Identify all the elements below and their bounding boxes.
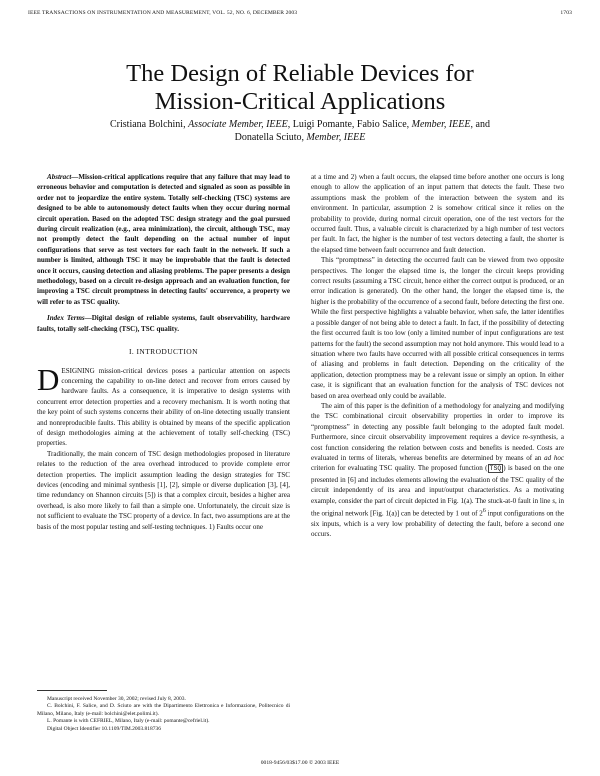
body-text: input configurations on the six inputs, which is a very low probability of detecting the fault, before a second one occurs.	[311, 509, 564, 539]
author-role: Member, IEEE	[306, 131, 366, 143]
function-name: TSQ	[489, 465, 502, 473]
page-footer: 0018-9456/03$17.00 © 2003 IEEE	[260, 760, 340, 766]
left-column	[37, 172, 290, 532]
body-text: , in the original network [Fig. 1(a)] can be detected by 1 out of 2	[311, 496, 564, 518]
running-header	[28, 10, 572, 16]
body-text: ) is based on the one presented in [6] and includes elements allowing the evaluation of the TSC quality of the circuit independently of its area and input/output characteristics. As a motivating example, consider the part of circuit depicted in Fig. 1(a). The stuck-at-0 fault in line	[311, 464, 565, 505]
title-line-1: The Design of Reliable Devices for	[126, 60, 474, 87]
author-name: , Luigi Pomante, Fabio Salice,	[287, 119, 412, 130]
italic-text: ad hoc	[544, 453, 564, 462]
body-text: The aim of this paper is the definition of a methodology for analyzing and modifying the TSC combinational circuit observability properties in order to improve its “promptness” in detecting any possible fault belonging to the adopted fault model. Furthermore, since circuit observability improvement requires a device re-synthesis, a cost function considering the relation between costs and benefits is needed. Costs are evaluated in terms of literals, whereas benefits are determined by means of an	[311, 401, 564, 462]
author-name: Donatella Sciuto,	[234, 131, 307, 143]
footnote-received: Manuscript received November 30, 2002; revised July 8, 2003.	[47, 696, 186, 702]
author-line-1	[60, 119, 540, 132]
page-number: 1703	[560, 10, 572, 16]
author-list	[60, 119, 540, 144]
intro-paragraph-2: Traditionally, the main concern of TSC design methodologies proposed in literature relates to the reduction of the area overhead introduced to provide complete error detection properties. The implicit assumption leading the design strategies for TSC devices (encoding and minimal synthesis [1], [2], simple or diverse duplication [3], [4], time redundancy on Shannon circuits [5]) is that a complex circuit, besides a higher area overhead, is also more likely to fail than a simple one. Unfortunately, the circuit size is not sufficient to evaluate the TSC property of a device. In fact, two assumptions are at the basis of the most popular testing and self-testing techniques. 1) Faults occur one	[37, 449, 290, 531]
body-paragraph-2: This “promptness” in detecting the occurred fault can be viewed from two opposite perspectives. The longer the elapsed time is, the longer the circuit keeps providing correct results (assuming a TSC circuit, hence either the correct output is produced, or an error indication is generated). On the other hand, the longer the elapsed time is, the higher is the probability of the occurrence of a second fault, before detecting the first one. While the first perspective highlights a valuable behavior, when safe, the latter identifies a possible danger of not being able to detect a fault. In fact, if the possibility of detecting the first occurred fault is too low (only a limited number of input configurations are test patterns for the fault) the second assumption may not hold anymore. This would lead to a situation where two faults have occurred with all possible critical consequences in terms of aliasing and problems in fault detection. Depending on the criticality of the application, detection promptness may be a relevant issue or simply an option. In either case, it is significant that an evaluation function for the analysis of TSC devices not based on area overhead only could be available.	[311, 256, 565, 400]
author-role: Member, IEEE	[411, 119, 471, 130]
index-terms	[37, 313, 290, 334]
footnote-doi: Digital Object Identifier 10.1109/TIM.2003.818736	[47, 725, 162, 732]
footnote-affiliation-2: L. Pomante is with CEFRIEL, Milano, Italy (e-mail: pomante@cefriel.it).	[47, 718, 210, 725]
index-terms-text: —Digital design of reliable systems, fault observability, hardware faults, totally self-checking (TSC), TSC quality.	[37, 314, 290, 333]
author-sep: , and	[470, 119, 490, 130]
drop-cap: D	[37, 361, 60, 397]
abstract-label: Abstract	[47, 173, 72, 181]
title-line-2: Mission-Critical Applications	[154, 88, 446, 115]
journal-name: IEEE TRANSACTIONS ON INSTRUMENTATION AND MEASUREMENT, VOL. 52, NO. 6, DECEMBER 2003	[28, 10, 298, 16]
right-column	[311, 172, 564, 540]
index-terms-label: Index Terms	[47, 314, 85, 323]
body-paragraph-3	[311, 401, 564, 540]
footnote-affiliation-1: C. Bolchini, F. Salice, and D. Sciuto are with the Dipartimento Elettronica e Informazione, Politecnico di Milano, Milano, Italy (e-mail: bolchini@elet.polimi.it).	[37, 703, 290, 717]
intro-text-1: ESIGNING mission-critical devices poses a particular attention on aspects concerning the capability to on-line detect and recover from errors caused by hardware faults. As a consequence, it is imperative to design systems with concurrent error detection properties and a recovery mechanism. It is worth noting that the key point of such systems concerns their ability of on-line detecting usually transient and nonreproducible faults. This ability is obtained by means of the specific application of design methodologies aiming at the achievement of totally self-checking (TSC) properties.	[37, 366, 290, 448]
exponent: 6	[482, 508, 486, 514]
abstract-text: —Mission-critical applications require that any failure that may lead to erroneous behavior and computation is detected and signaled as soon as possible in order not to jeopardize the entire system. Totally self-checking (TSC) systems are designed to be able to autonomously detect faults when they occur during normal circuit operation. Based on the adopted TSC design strategy and the goal pursued during circuit realization (e.g., area minimization), the circuit, although TSC, may not promptly detect the fault depending on the actual number of input configurations that serve as test vectors for each fault in the network. If such a number is limited, although TSC it may be improbable that the fault is detected once it occurs, causing detection and aliasing problems. The paper presents a design methodology, based on a circuit re-design approach and an evaluation function, for improving a TSC circuit promptness in detecting faults' occurrence, a property we will refer to as TSC quality.	[37, 173, 290, 306]
abstract	[37, 172, 290, 307]
footnote-rule	[37, 690, 107, 691]
variable-name: s	[552, 496, 555, 505]
intro-paragraph-1	[37, 361, 290, 449]
author-line-2	[60, 132, 540, 145]
author-role: Associate Member, IEEE	[188, 119, 288, 130]
footnotes	[37, 696, 290, 733]
section-heading: I. INTRODUCTION	[129, 347, 198, 357]
paper-title	[40, 60, 560, 116]
body-text: criterion for evaluating TSC quality. The proposed function (	[311, 464, 488, 473]
author-name: Cristiana Bolchini,	[110, 119, 189, 130]
body-paragraph-1: at a time and 2) when a fault occurs, the elapsed time before another one occurs is long enough to allow the application of an input pattern that detects the fault. These two assumptions mask the problem of the interaction between the system and its environment. In particular, assumption 2 is somehow critical since it relies on the probability to provide, during normal circuit operation, one of the test vectors for the occurred fault. Thus, a valuable circuit is characterized by a high number of test vectors per fault. In fact, the higher is the number of test vectors detecting a fault, the shorter is the elapsed time between fault occurrence and fault detection.	[311, 173, 564, 254]
